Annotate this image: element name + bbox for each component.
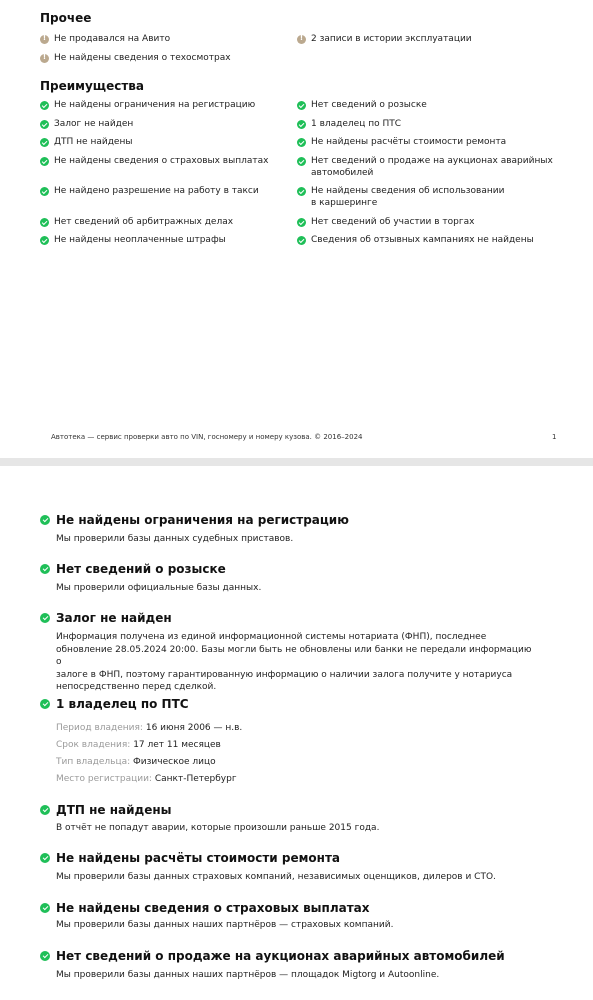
advantage-item: ДТП не найдены	[54, 137, 133, 147]
check-icon	[297, 157, 306, 166]
check-icon	[297, 236, 306, 245]
info-icon	[40, 54, 49, 63]
section-text-line: залоге в ФНП, поэтому гарантированную информацию о наличии залога получите у нотариуса	[56, 669, 513, 680]
check-icon	[40, 138, 49, 147]
section-text: Мы проверили официальные базы данных.	[56, 583, 262, 593]
other-item: Не найдены сведения о техосмотрах	[54, 53, 231, 63]
report-page-2	[0, 466, 593, 1000]
info-icon	[40, 35, 49, 44]
section-text: Мы проверили базы данных наших партнёров — страховых компаний.	[56, 920, 394, 930]
advantage-item: Нет сведений о розыске	[311, 100, 427, 110]
section-text-line: обновление 28.05.2024 20:00. Базы могли быть не обновлены или банки не передали информацию о	[56, 644, 532, 667]
check-icon	[40, 853, 50, 863]
check-icon	[297, 120, 306, 129]
advantage-item: Не найдены неоплаченные штрафы	[54, 235, 226, 245]
field-value: 17 лет 11 месяцев	[133, 740, 221, 750]
check-icon	[40, 903, 50, 913]
section-title: Нет сведений о продаже на аукционах аварийных автомобилей	[56, 949, 505, 963]
check-icon	[297, 187, 306, 196]
info-icon	[297, 35, 306, 44]
advantages-section-title: Преимущества	[40, 79, 144, 93]
advantage-item-line: автомобилей	[311, 168, 374, 178]
check-icon	[40, 613, 50, 623]
section-text: Мы проверили базы данных судебных приставов.	[56, 534, 294, 544]
section-title: Не найдены расчёты стоимости ремонта	[56, 851, 341, 865]
section-text-line: непосредственно перед сделкой.	[56, 682, 217, 692]
advantage-item: Не найдены расчёты стоимости ремонта	[311, 137, 507, 147]
field-label: Период владения:	[56, 723, 143, 733]
advantage-item: Не найдено разрешение на работу в такси	[54, 186, 259, 196]
advantage-item-line: в каршеринге	[311, 198, 378, 208]
owner-field	[56, 774, 237, 784]
section-text: Мы проверили базы данных страховых компаний, независимых оценщиков, дилеров и СТО.	[56, 872, 496, 882]
section-title: Не найдены ограничения на регистрацию	[56, 513, 349, 527]
advantage-item: 1 владелец по ПТС	[311, 119, 401, 129]
section-title: 1 владелец по ПТС	[56, 697, 189, 711]
check-icon	[297, 218, 306, 227]
owner-field	[56, 723, 242, 733]
advantage-item	[311, 155, 553, 179]
other-section-title: Прочее	[40, 11, 92, 25]
section-title: ДТП не найдены	[56, 803, 172, 817]
owner-field	[56, 740, 221, 750]
check-icon	[40, 120, 49, 129]
check-icon	[40, 187, 49, 196]
advantage-item: Сведения об отзывных кампаниях не найдены	[311, 235, 534, 245]
check-icon	[40, 564, 50, 574]
advantage-item: Не найдены ограничения на регистрацию	[54, 100, 256, 110]
advantage-item-line: Нет сведений о продаже на аукционах аварийных	[311, 156, 553, 166]
report-page-1	[0, 0, 593, 458]
field-label: Тип владельца:	[56, 757, 131, 767]
section-text	[56, 631, 536, 694]
other-item: 2 записи в истории эксплуатации	[311, 34, 472, 44]
other-item: Не продавался на Авито	[54, 34, 171, 44]
check-icon	[40, 101, 49, 110]
field-label: Срок владения:	[56, 740, 131, 750]
page-number: 1	[552, 433, 557, 441]
field-label: Место регистрации:	[56, 774, 152, 784]
page-footer: Автотека — сервис проверки авто по VIN, госномеру и номеру кузова. © 2016–2024	[51, 433, 363, 441]
check-icon	[40, 515, 50, 525]
check-icon	[40, 157, 49, 166]
advantage-item: Нет сведений об арбитражных делах	[54, 217, 234, 227]
check-icon	[40, 805, 50, 815]
field-value: Санкт-Петербург	[154, 774, 237, 784]
check-icon	[40, 236, 49, 245]
check-icon	[297, 101, 306, 110]
check-icon	[40, 951, 50, 961]
advantage-item: Нет сведений об участии в торгах	[311, 217, 475, 227]
check-icon	[40, 218, 49, 227]
section-title: Нет сведений о розыске	[56, 562, 226, 576]
advantage-item	[311, 185, 504, 209]
owner-field	[56, 757, 216, 767]
check-icon	[297, 138, 306, 147]
section-text: Мы проверили базы данных наших партнёров — площадок Migtorg и Autoonline.	[56, 970, 440, 980]
advantage-item: Не найдены сведения о страховых выплатах	[54, 156, 269, 166]
field-value: Физическое лицо	[133, 757, 216, 767]
section-title: Залог не найден	[56, 611, 172, 625]
field-value: 16 июня 2006 — н.в.	[145, 723, 243, 733]
section-text: В отчёт не попадут аварии, которые произошли раньше 2015 года.	[56, 823, 380, 833]
check-icon	[40, 699, 50, 709]
advantage-item: Залог не найден	[54, 119, 134, 129]
section-title: Не найдены сведения о страховых выплатах	[56, 901, 370, 915]
section-text-line: Информация получена из единой информационной системы нотариата (ФНП), последнее	[56, 632, 487, 642]
advantage-item-line: Не найдены сведения об использовании	[311, 186, 505, 196]
